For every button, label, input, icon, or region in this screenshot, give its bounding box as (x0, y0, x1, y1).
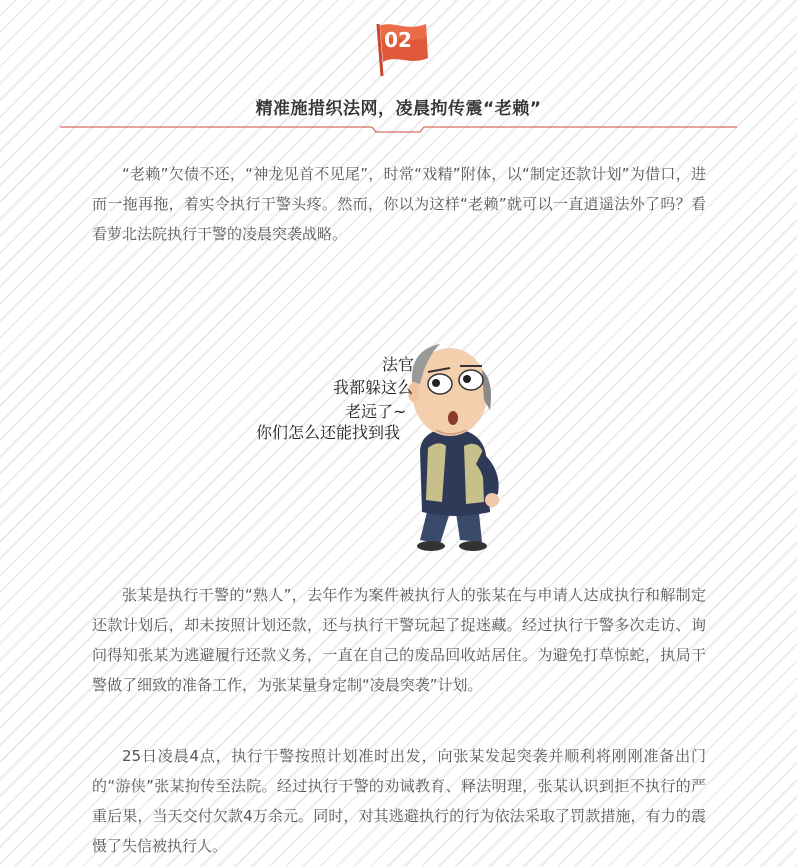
speech-line-4: 你们怎么还能找到我 (256, 423, 401, 442)
title-divider (60, 124, 737, 134)
section-title: 精准施措织法网，凌晨拘传震“老赖” (255, 99, 542, 119)
speech-line-2: 我都躲这么 (333, 378, 414, 397)
paragraph-intro: “老赖”欠债不还，“神龙见首不见尾”，时常“戏精”附体，以“制定还款计划”为借口，进而一拖再拖，着实令执行干警头疼。然而，你以为这样“老赖”就可以一直逍遥法外了吗？看看萝北法院执行干警的凌晨突袭战略。 (92, 165, 706, 243)
section-number: 02 (384, 28, 412, 52)
paragraph-case: 张某是执行干警的“熟人”，去年作为案件被执行人的张某在与申请人达成执行和解制定还款计划后，却未按照计划还款，还与执行干警玩起了捉迷藏。经过执行干警多次走访、询问得知张某为逃避履行还款义务，一直在自己的废品回收站居住。为避免打草惊蛇，执局干警做了细致的准备工作，为张某量身定制“凌晨突袭”计划。 (92, 586, 706, 694)
speech-line-3: 老远了~ (345, 402, 407, 421)
speech-line-1: 法官 (382, 355, 415, 374)
paragraph-action: 25日凌晨4点，执行干警按照计划准时出发，向张某发起突袭并顺利将刚刚准备出门的“游侠”张某拘传至法院。经过执行干警的劝诫教育、释法明理，张某认识到拒不执行的严重后果，当天交付欠款4万余元。同时，对其逃避执行的行为依法采取了罚款措施，有力的震慑了失信被执行人。 (92, 747, 706, 855)
